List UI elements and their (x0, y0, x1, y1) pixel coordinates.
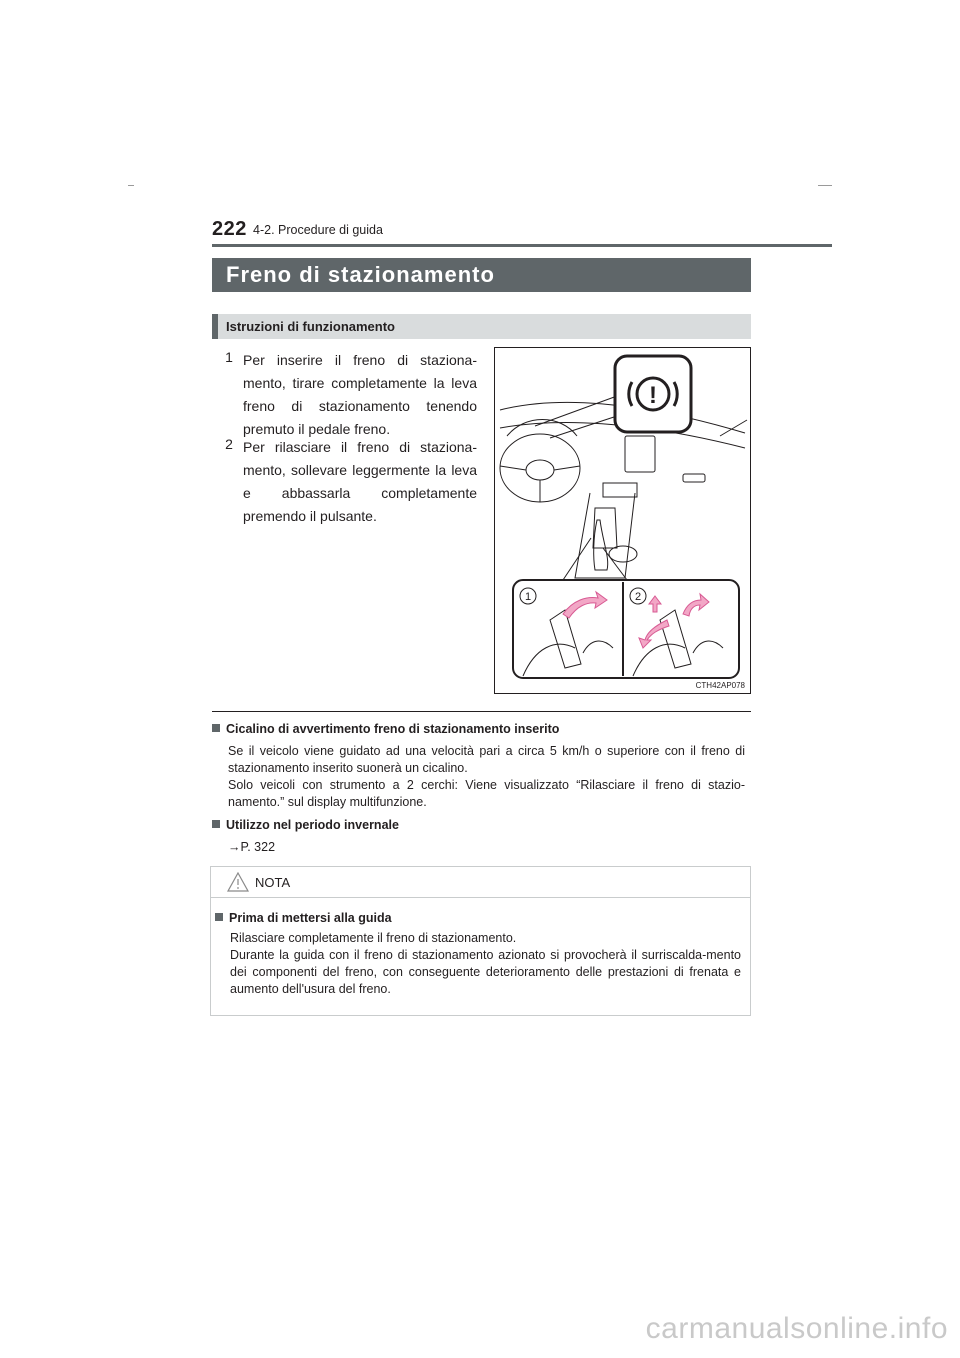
note-heading-winter-text: Utilizzo nel periodo invernale (226, 818, 399, 832)
section-divider (212, 711, 751, 712)
subheading-bar (212, 314, 751, 339)
note-body-winter (228, 839, 745, 856)
note-heading-winter (212, 818, 399, 832)
warning-triangle-icon (227, 872, 249, 892)
note-heading-buzzer-text: Cicalino di avvertimento freno di stazionamento inserito (226, 722, 560, 736)
nota-item-heading-text: Prima di mettersi alla guida (229, 911, 392, 925)
brake-warning-icon: ! (649, 382, 657, 409)
nota-item-heading (215, 911, 392, 925)
square-bullet-icon (212, 724, 220, 732)
square-bullet-icon (212, 820, 220, 828)
title-bar (212, 258, 751, 292)
step-number-2: 2 (225, 436, 233, 452)
figure-code: CTH42AP078 (695, 681, 745, 690)
crop-mark-left (128, 185, 134, 186)
parking-brake-illustration (494, 347, 751, 694)
subheading: Istruzioni di funzionamento (226, 319, 395, 334)
step-text-1: Per inserire il freno di staziona-mento, tirare completamente la leva freno di stazionamento tenendo premuto il pedale freno. (243, 352, 477, 437)
page-reference-link[interactable]: →P. 322 (228, 840, 276, 854)
nota-header (211, 867, 750, 898)
note-paragraph: Solo veicoli con strumento a 2 cerchi: Viene visualizzato “Rilasciare il freno di stazio-namento.” sul display multifunzione. (228, 778, 745, 809)
nota-item-body (230, 930, 741, 998)
step-number-1: 1 (225, 349, 233, 365)
section-label: 4-2. Procedure di guida (253, 223, 383, 237)
header-rule (212, 244, 832, 247)
page-number: 222 (212, 218, 247, 240)
note-heading-buzzer (212, 722, 559, 736)
square-bullet-icon (215, 913, 223, 921)
nota-paragraph: Rilasciare completamente il freno di stazionamento. (230, 931, 517, 945)
illustration-drawing (495, 348, 752, 695)
callout-1: 1 (524, 591, 532, 603)
nota-box (210, 866, 751, 1016)
step-text-2: Per rilasciare il freno di staziona-mento, sollevare leggermente la leva e abbassarla completamente premendo il pulsante. (243, 439, 477, 524)
callout-2: 2 (634, 591, 642, 603)
watermark: carmanualsonline.info (645, 1312, 948, 1345)
note-body-buzzer (228, 743, 745, 811)
nota-label: NOTA (255, 875, 291, 890)
page-title: Freno di stazionamento (226, 262, 495, 287)
nota-paragraph: Durante la guida con il freno di stazionamento azionato si provocherà il surriscalda-mento dei componenti del freno, con conseguente deterioramento delle prestazioni di frenata e aumento dell'usura del freno. (230, 948, 741, 996)
subheading-accent (212, 314, 218, 339)
crop-mark-right (818, 185, 832, 186)
note-paragraph: Se il veicolo viene guidato ad una velocità pari a circa 5 km/h o superiore con il freno di stazionamento inserito suonerà un cicalino. (228, 744, 745, 775)
